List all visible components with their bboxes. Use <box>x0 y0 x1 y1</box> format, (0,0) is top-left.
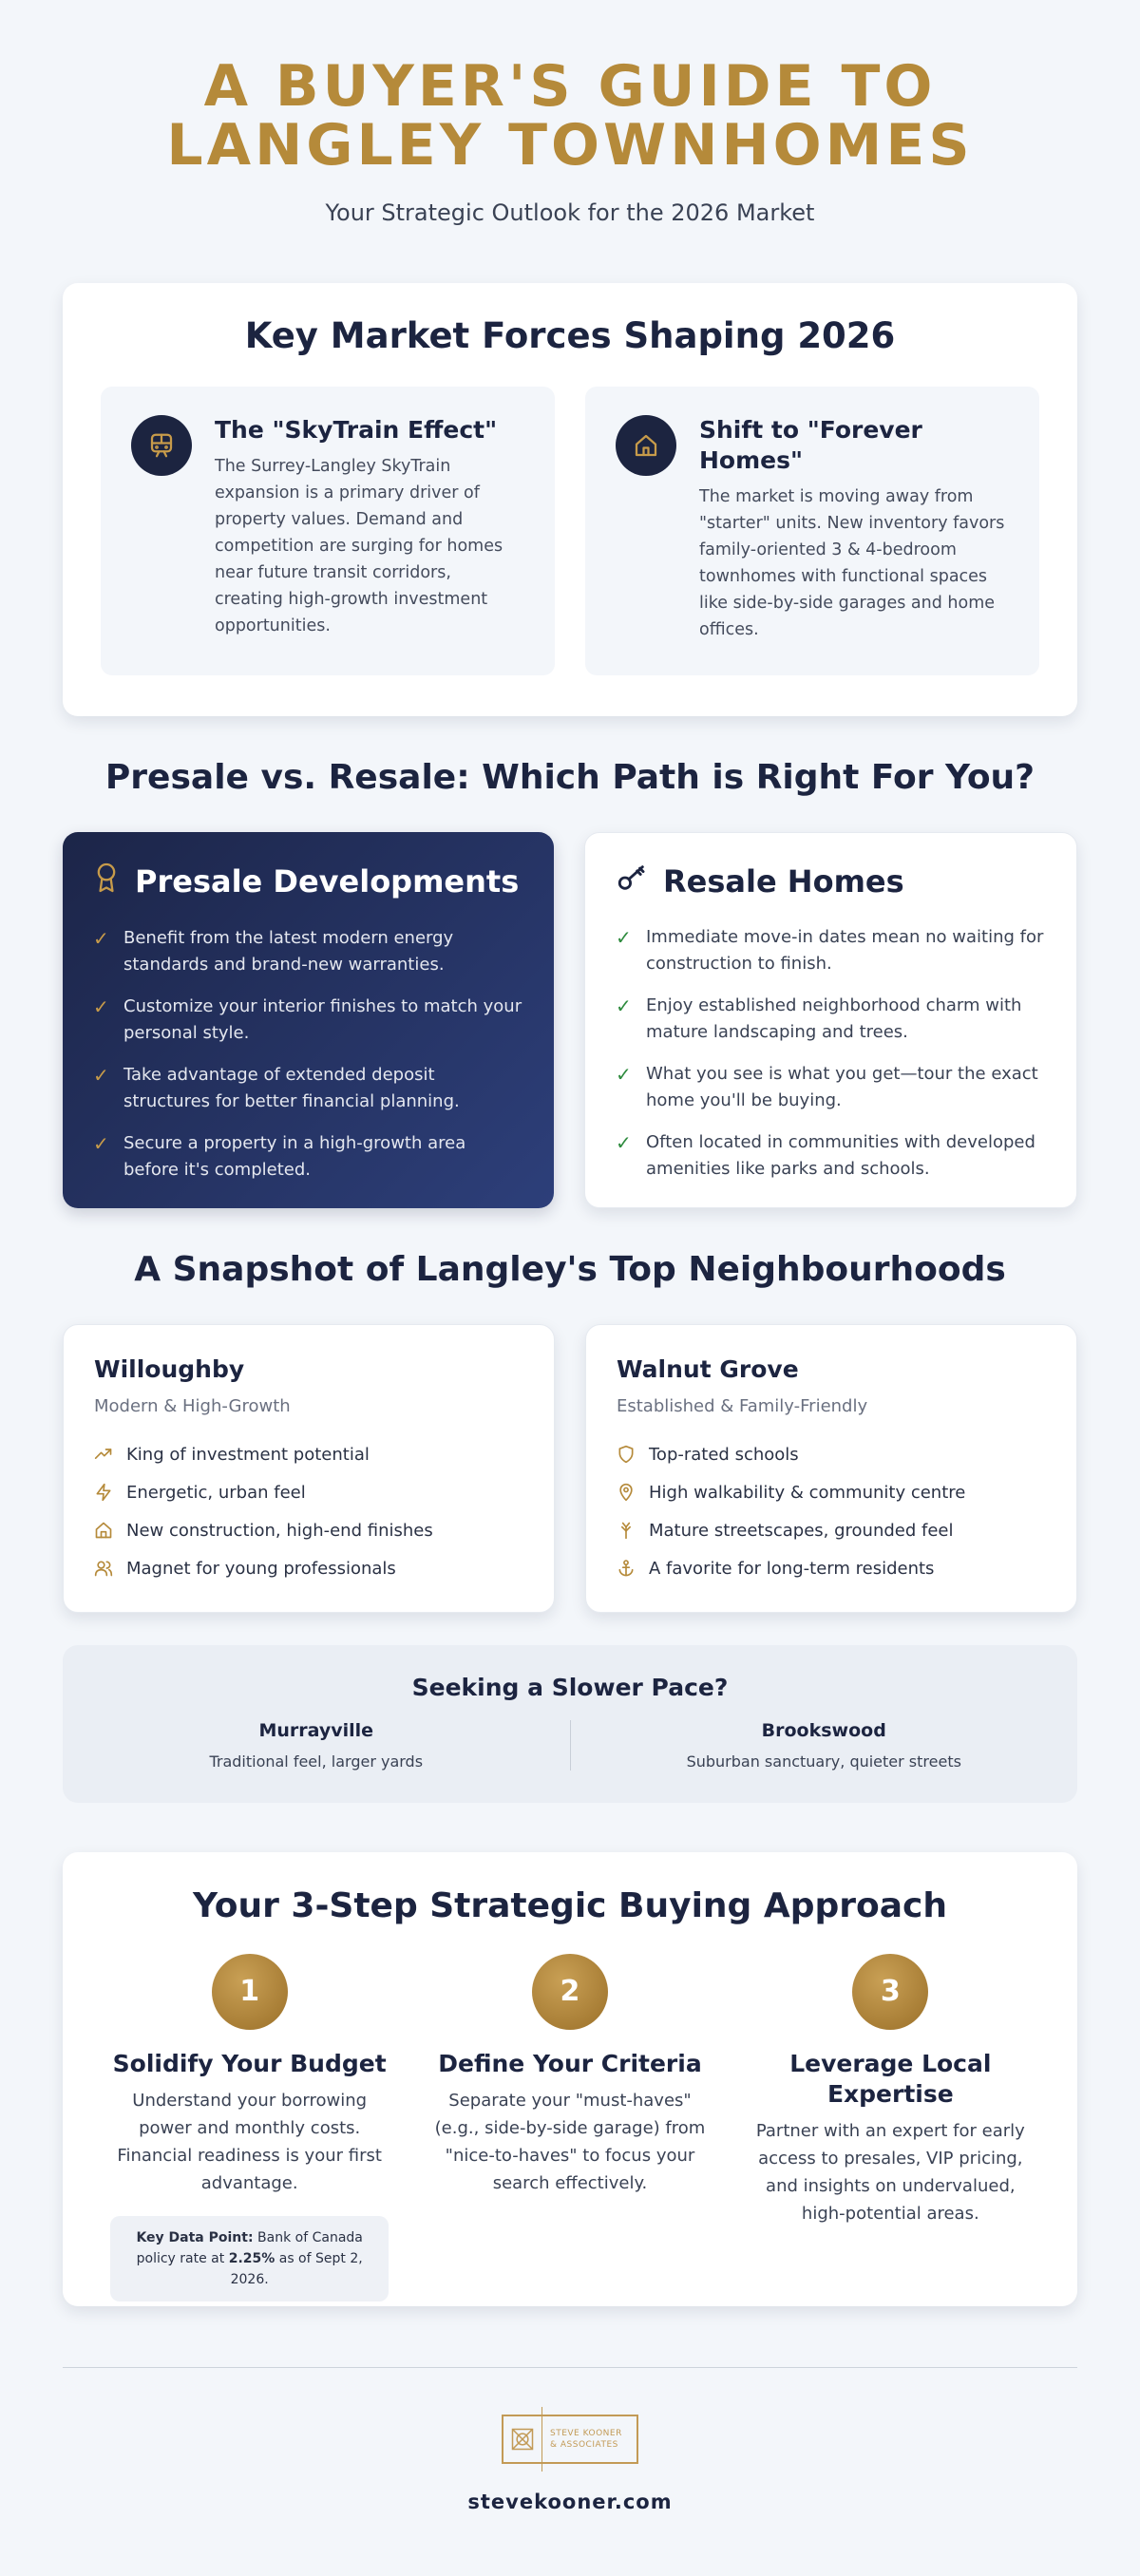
check-icon: ✓ <box>616 994 632 1017</box>
home-icon <box>616 415 676 476</box>
list-item: ✓ Enjoy established neighborhood charm with mature landscaping and trees. <box>616 993 1046 1046</box>
resale-card <box>584 832 1077 1208</box>
title-line-1: A BUYER'S GUIDE TO <box>203 53 937 120</box>
check-icon: ✓ <box>616 1131 632 1154</box>
resale-list <box>616 924 1046 1183</box>
force-body: The market is moving away from "starter" units. New inventory favors family-oriented 3 & 4-bedroom townhomes with functional spaces like side-by-side garages and home offices. <box>699 487 1005 639</box>
check-icon: ✓ <box>616 1063 632 1086</box>
tree-icon <box>617 1521 636 1540</box>
hood-tagline: Modern & High-Growth <box>94 1396 291 1416</box>
logo-text: STEVE KOONER & ASSOCIATES <box>550 2429 622 2450</box>
step-body: Partner with an expert for early access to presales, VIP pricing, and insights on undervalued, high-potential areas. <box>755 2121 1025 2224</box>
list-item: ✓ Take advantage of extended deposit structures for better financial planning. <box>93 1062 523 1115</box>
step-1 <box>101 1954 398 2301</box>
slower-item-brookswood <box>570 1720 1078 1771</box>
step-body: Understand your borrowing power and monthly costs. Financial readiness is your first advantage. <box>117 2091 382 2193</box>
step-title: Define Your Criteria <box>438 2050 702 2077</box>
key-data-point: Key Data Point: Bank of Canada policy rate at 2.25% as of Sept 2, 2026. <box>110 2216 389 2301</box>
slower-item-name: Murrayville <box>258 1720 374 1741</box>
force-body: The Surrey-Langley SkyTrain expansion is a primary driver of property values. Demand and competition are surging for homes near future transit corridors, creating high-growth investment opportunities. <box>215 457 504 635</box>
lightning-icon <box>94 1483 113 1502</box>
presale-resale-section <box>63 832 1077 1208</box>
check-icon: ✓ <box>93 995 109 1018</box>
hood-name: Willoughby <box>94 1355 245 1383</box>
check-icon: ✓ <box>616 926 632 949</box>
award-icon <box>93 861 120 902</box>
step-number-badge: 2 <box>532 1954 608 2030</box>
list-item: ✓ Customize your interior finishes to match your personal style. <box>93 994 523 1047</box>
key-icon <box>616 862 648 901</box>
brand-logo[interactable] <box>502 2415 638 2464</box>
step-body: Separate your "must-haves" (e.g., side-by-side garage) from "nice-to-haves" to focus your search effectively. <box>434 2091 706 2193</box>
step-title: Solidify Your Budget <box>112 2050 387 2077</box>
trending-up-icon <box>94 1445 113 1464</box>
hood-name: Walnut Grove <box>617 1355 799 1383</box>
list-item: Mature streetscapes, grounded feel <box>617 1511 1046 1549</box>
hero <box>0 0 1140 226</box>
map-pin-icon <box>617 1483 636 1502</box>
steps-heading: Your 3-Step Strategic Buying Approach <box>192 1886 947 1925</box>
presale-card <box>63 832 554 1208</box>
slower-item-desc: Traditional feel, larger yards <box>209 1752 424 1771</box>
step-number-badge: 3 <box>852 1954 928 2030</box>
anchor-icon <box>617 1559 636 1578</box>
list-item: New construction, high-end finishes <box>94 1511 523 1549</box>
list-item: ✓ Often located in communities with developed amenities like parks and schools. <box>616 1129 1046 1183</box>
hood-card-walnut-grove <box>585 1324 1077 1613</box>
force-card-forever-homes <box>585 387 1039 675</box>
title-line-2: LANGLEY TOWNHOMES <box>166 112 974 179</box>
force-title: Shift to "Forever Homes" <box>699 416 922 474</box>
resale-title: Resale Homes <box>663 863 904 900</box>
step-3 <box>742 1954 1039 2301</box>
compare-heading: Presale vs. Resale: Which Path is Right For You? <box>104 758 1036 797</box>
logo-mark-icon <box>504 2426 542 2453</box>
check-icon: ✓ <box>93 927 109 950</box>
shield-icon <box>617 1445 636 1464</box>
presale-list <box>93 925 523 1184</box>
step-number-badge: 1 <box>212 1954 288 2030</box>
list-item: King of investment potential <box>94 1435 523 1473</box>
presale-title: Presale Developments <box>135 863 520 900</box>
hood-tagline: Established & Family-Friendly <box>617 1396 868 1416</box>
list-item: ✓ Secure a property in a high-growth area before it's completed. <box>93 1130 523 1184</box>
buying-steps-section <box>63 1852 1077 2306</box>
check-icon: ✓ <box>93 1132 109 1155</box>
list-item: High walkability & community centre <box>617 1473 1046 1511</box>
page-subtitle: Your Strategic Outlook for the 2026 Market <box>325 199 815 226</box>
force-card-skytrain <box>101 387 555 675</box>
neighbourhoods-heading: A Snapshot of Langley's Top Neighbourhoods <box>134 1250 1006 1289</box>
slower-pace-section <box>63 1645 1077 1803</box>
list-item: ✓ What you see is what you get—tour the exact home you'll be buying. <box>616 1061 1046 1114</box>
list-item: ✓ Immediate move-in dates mean no waiting for construction to finish. <box>616 924 1046 977</box>
slower-item-murrayville <box>63 1720 570 1771</box>
market-forces-heading: Key Market Forces Shaping 2026 <box>244 315 896 356</box>
slower-item-name: Brookswood <box>761 1720 886 1741</box>
list-item: Top-rated schools <box>617 1435 1046 1473</box>
list-item: ✓ Benefit from the latest modern energy standards and brand-new warranties. <box>93 925 523 978</box>
house-icon <box>94 1521 113 1540</box>
hood-card-willoughby <box>63 1324 555 1613</box>
market-forces-section <box>63 283 1077 716</box>
users-icon <box>94 1559 113 1578</box>
slower-pace-heading: Seeking a Slower Pace? <box>411 1674 729 1701</box>
list-item: Energetic, urban feel <box>94 1473 523 1511</box>
check-icon: ✓ <box>93 1064 109 1087</box>
step-title: Leverage Local Expertise <box>789 2050 992 2108</box>
page-title <box>0 53 1140 179</box>
train-icon <box>131 415 192 476</box>
list-item: A favorite for long-term residents <box>617 1549 1046 1587</box>
footer-divider <box>63 2367 1077 2368</box>
website-link[interactable]: stevekooner.com <box>467 2491 673 2513</box>
list-item: Magnet for young professionals <box>94 1549 523 1587</box>
neighbourhoods-section <box>63 1324 1077 1613</box>
step-2 <box>421 1954 718 2301</box>
force-title: The "SkyTrain Effect" <box>215 416 498 444</box>
slower-item-desc: Suburban sanctuary, quieter streets <box>686 1752 961 1771</box>
